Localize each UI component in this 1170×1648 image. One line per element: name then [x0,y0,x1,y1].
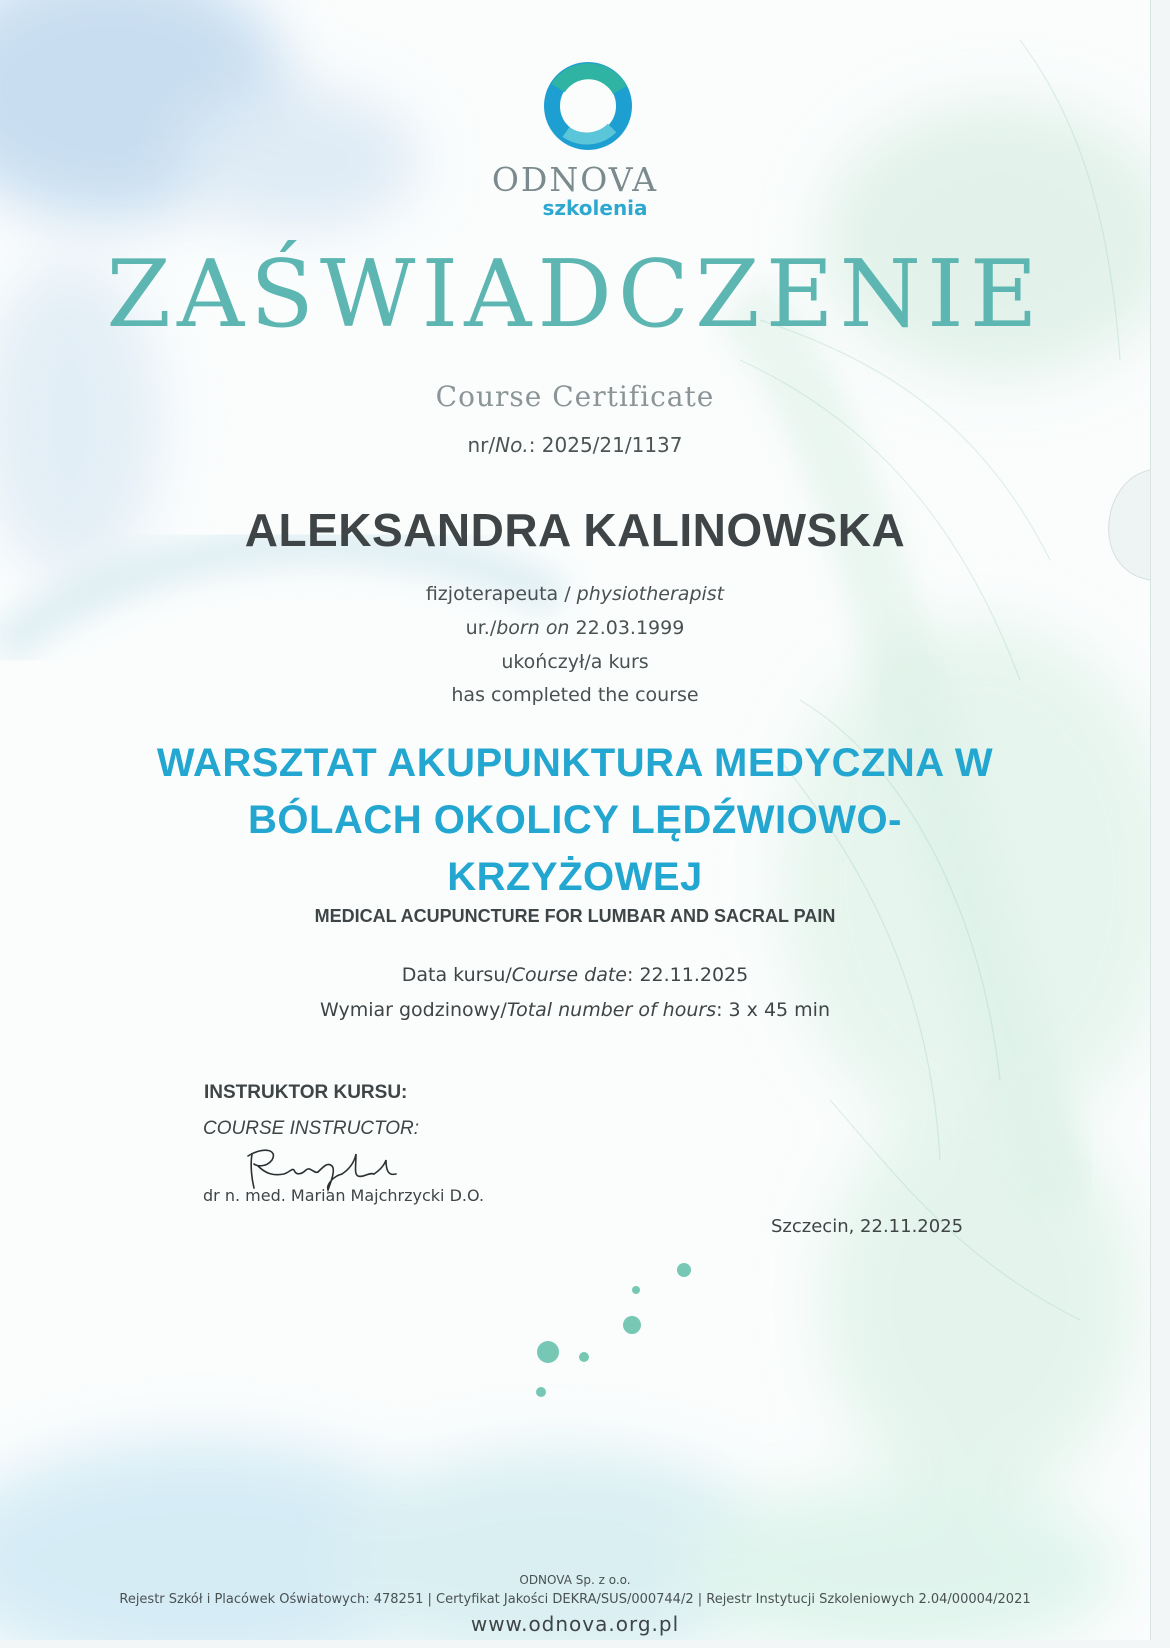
born-label-pl: ur./ [465,617,497,639]
course-title [0,735,1150,906]
born-label-en: born on [496,617,570,639]
certificate-number [0,433,1150,457]
footer-registries: Rejestr Szkół i Placówek Oświatowych: 478251 | Certyfikat Jakości DEKRA/SUS/000744/2 | Rejestr Instytucji Szkoleniowych 2.04/00004/2021 [119,1592,1031,1607]
instructor-label-pl: INSTRUKTOR KURSU: [204,1082,408,1103]
holder-name: ALEKSANDRA KALINOWSKA [244,504,906,556]
place-and-date: Szczecin, 22.11.2025 [771,1216,964,1237]
odnova-logo-ring [538,56,638,156]
course-date-label-en: Course date [511,964,627,986]
number-prefix-pl: nr/ [467,433,496,457]
course-title-line-1: WARSZTAT AKUPUNKTURA MEDYCZNA W [156,741,994,785]
course-hours [0,999,1150,1021]
profession-en: physiotherapist [576,583,725,605]
completed-pl: ukończył/a kurs [501,651,649,673]
profession-pl: fizjoterapeuta / [425,583,577,605]
course-hours-label-pl: Wymiar godzinowy/ [320,999,507,1021]
course-title-line-2: BÓLACH OKOLICY LĘDŹWIOWO- [248,798,902,842]
instructor-name: dr n. med. Marian Majchrzycki D.O. [203,1186,485,1205]
certificate-title: ZAŚWIADCZENIE [106,240,1044,348]
brand-name: ODNOVA [491,160,659,199]
course-date-label-pl: Data kursu/ [401,964,512,986]
born-date: 22.03.1999 [569,617,685,639]
number-value: : 2025/21/1137 [528,433,683,457]
course-hours-value: : 3 x 45 min [716,999,830,1021]
instructor-label-en: COURSE INSTRUCTOR: [203,1118,420,1139]
completed-en: has completed the course [451,684,699,706]
footer-website: www.odnova.org.pl [470,1612,680,1636]
course-title-line-3: KRZYŻOWEJ [447,855,703,899]
number-prefix-en: No. [495,433,529,457]
course-date [0,964,1150,986]
course-title-en: MEDICAL ACUPUNCTURE FOR LUMBAR AND SACRAL PAIN [314,906,836,926]
holder-profession [0,583,1150,605]
brand-subtitle: szkolenia [542,196,648,220]
certificate-subtitle: Course Certificate [435,380,715,413]
course-hours-label-en: Total number of hours [506,999,717,1021]
holder-birth-date [0,617,1150,639]
footer-company: ODNOVA Sp. z o.o. [519,1573,631,1587]
course-date-value: : 22.11.2025 [627,964,749,986]
